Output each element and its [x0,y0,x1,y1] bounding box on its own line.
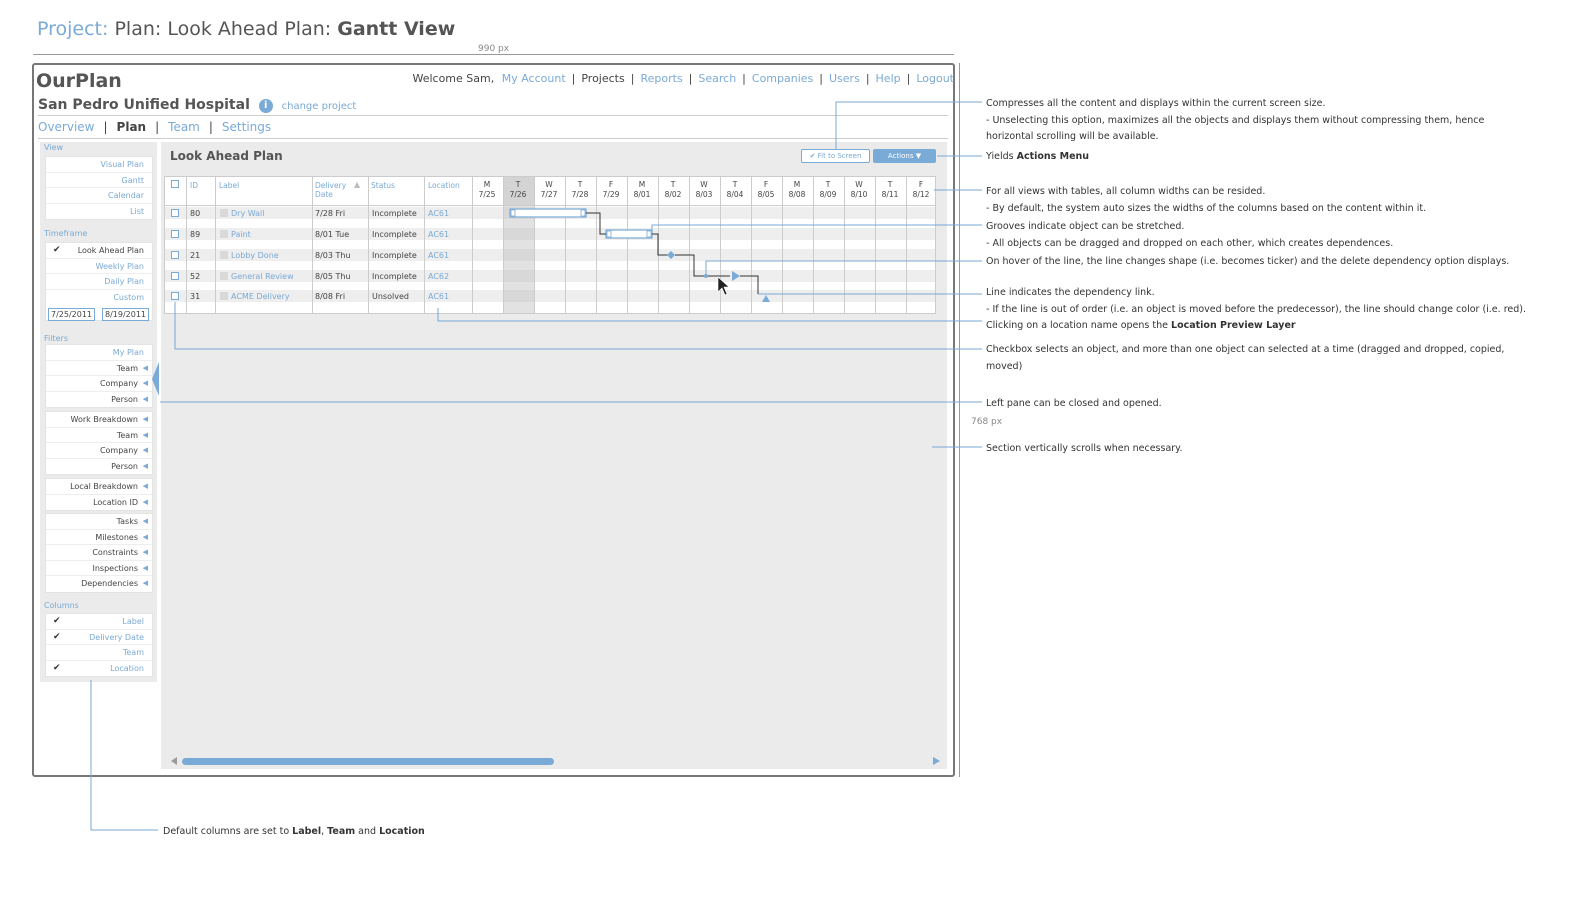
cell-label[interactable] [220,272,294,281]
column-resize-handle[interactable] [186,176,187,314]
task-icon [220,230,228,238]
cell-location-link[interactable]: AC61 [428,292,450,301]
cell-id: 21 [190,251,201,260]
task-icon [220,272,228,280]
filter-dependencies[interactable] [46,576,152,592]
day-header [658,180,688,200]
arrow-left-icon: ◀ [142,363,148,372]
day-letter: F [608,180,614,189]
annotation-line: moved) [986,360,1023,372]
view-section-label: View [44,143,63,152]
label-text: Dry Wall [231,209,265,218]
task-icon [220,251,228,259]
day-letter: T [887,180,893,189]
view-item-gantt[interactable]: Gantt [46,173,152,189]
tab-overview[interactable]: Overview [38,120,95,134]
nav-my-account[interactable]: My Account [501,72,566,85]
checkmark-icon: ✔ [53,616,61,626]
day-header [689,180,719,200]
cell-id: 80 [190,209,201,218]
day-header [751,180,781,200]
view-item-visual-plan[interactable]: Visual Plan [46,157,152,173]
filter-team-2[interactable] [46,428,152,444]
timeframe-item-custom[interactable]: Custom [113,292,144,302]
app-logo: OurPlan [36,70,122,92]
arrow-left-icon: ◀ [142,461,148,470]
label-text: Lobby Done [231,251,279,260]
annotation-bold: Team [327,826,356,837]
scroll-left-icon [171,757,177,765]
annotation-bold: Location [379,826,425,837]
day-date: 7/28 [571,190,589,199]
day-header [720,180,750,200]
row-checkbox[interactable] [171,230,179,238]
columns-section-label: Columns [44,601,79,610]
column-resize-handle[interactable] [424,176,425,314]
filters-group-4 [45,513,153,593]
cell-location-link[interactable]: AC62 [428,272,450,281]
tab-plan[interactable]: Plan [116,120,147,134]
header-label[interactable]: Label [219,181,240,190]
filter-local-breakdown[interactable] [46,479,152,495]
day-date: 8/04 [726,190,744,199]
column-label: Delivery Date [89,632,144,642]
day-letter: M [793,180,801,189]
filter-label: Tasks [116,517,138,526]
filter-person-2[interactable] [46,459,152,475]
annotation-hover: On hover of the line, the line changes shape (i.e. becomes ticker) and the delete dependency option displays. [986,256,1510,267]
timeframe-item-daily[interactable]: Daily Plan [46,274,152,290]
nav-companies[interactable]: Companies [751,72,814,85]
dependency-line [652,234,668,255]
plan-tabs: Overview | Plan | Team | Settings [38,120,272,134]
header-divider [38,115,948,116]
milestone-diamond [667,251,675,259]
header-delivery-date[interactable]: Delivery Date [315,181,347,199]
main-title: Look Ahead Plan [170,149,283,163]
annotation-text: Yields [986,151,1017,162]
arrow-left-icon: ◀ [142,579,148,587]
day-date: 8/08 [788,190,806,199]
page-title-view: Gantt View [337,18,456,40]
filter-team[interactable] [46,361,152,377]
milestone-marker [732,271,740,281]
date-to-input[interactable]: 8/19/2011 [102,308,149,321]
arrow-left-icon: ◀ [142,563,148,572]
mouse-cursor-icon [718,277,729,295]
view-item-calendar[interactable]: Calendar [46,188,152,204]
gantt-bar [510,209,586,217]
filter-milestones[interactable] [46,530,152,546]
annotation-scroll: Section vertically scrolls when necessary. [986,443,1183,454]
day-letter: T [670,180,676,189]
arrow-left-icon: ◀ [142,517,148,525]
annotation-line: - If the line is out of order (i.e. an object is moved before the predecessor), the line should change color (i.e. red). [986,303,1526,315]
filters-group-1 [45,344,153,408]
gantt-bar [606,230,652,238]
day-header [596,180,626,200]
annotation-line: - By default, the system auto sizes the widths of the columns based on the content within it. [986,202,1427,214]
filter-inspections[interactable] [46,561,152,577]
dependency-line [675,255,730,276]
filter-work-breakdown[interactable] [46,412,152,428]
filter-label: Constraints [92,548,138,557]
cell-id: 89 [190,230,201,239]
filter-label: Milestones [95,532,138,542]
cell-location-link[interactable]: AC61 [428,209,450,218]
annotation-bold: Location Preview Layer [1171,320,1296,331]
nav-search[interactable]: Search [698,72,737,85]
day-letter: T [732,180,738,189]
annotation-line: - Unselecting this option, maximizes all the objects and displays them without compressing them, hence [986,114,1485,126]
annotation-default-columns [163,824,425,841]
annotation-left-pane: Left pane can be closed and opened. [986,398,1162,409]
day-header [875,180,905,200]
cell-delivery: 8/03 Thu [315,251,351,260]
annotation-text: and [355,826,380,837]
cell-status: Incomplete [372,209,417,218]
checkmark-icon: ✔ [53,245,61,255]
day-date: 7/27 [540,190,558,199]
filters-group-3 [45,478,153,511]
scroll-right-icon [933,757,940,765]
annotation-bold: Actions Menu [1016,151,1090,162]
height-label: 768 px [971,417,1003,427]
filter-label: Company [99,446,138,455]
nav-help[interactable]: Help [875,72,901,85]
cell-label[interactable] [220,230,251,239]
day-date: 8/10 [850,190,868,199]
checkmark-icon: ✔ [53,662,61,673]
tab-team[interactable]: Team [168,120,200,134]
column-label: Location [110,663,144,673]
cell-delivery: 8/08 Fri [315,292,346,301]
annotation-bold: Label [292,826,322,837]
nav-users[interactable]: Users [829,72,860,85]
cell-id: 52 [190,272,201,281]
filter-constraints[interactable] [46,545,152,561]
annotation-line: Checkbox selects an object, and more than one object can selected at a time (dragged and dropped, copied, [986,344,1505,355]
day-date: 8/09 [819,190,837,199]
dependency-line [586,213,606,234]
day-letter: F [763,180,769,189]
annotation-actions [986,149,1089,166]
annotation-fit-to-screen [986,96,1484,146]
column-item-label[interactable] [46,614,152,630]
header-id[interactable]: ID [190,181,198,190]
cell-status: Incomplete [372,251,417,260]
cell-id: 31 [190,292,201,301]
day-date: 7/25 [478,190,496,199]
timeframe-section-label: Timeframe [44,229,88,238]
milestone-marker [762,295,770,302]
day-letter: T [515,180,521,189]
annotation-line: Compresses all the content and displays within the current screen size. [986,98,1326,109]
day-letter: F [918,180,924,189]
cell-label[interactable] [220,209,264,218]
info-icon[interactable]: i [259,99,273,113]
day-letter: T [825,180,831,189]
arrow-left-icon: ◀ [142,548,148,556]
label-text: Paint [231,230,251,239]
date-from-input[interactable]: 7/25/2011 [48,308,95,321]
cell-location-link[interactable]: AC61 [428,230,450,239]
header-location[interactable]: Location [428,181,460,190]
row-checkbox[interactable] [171,272,179,280]
day-letter: T [577,180,583,189]
height-rule [959,63,960,777]
cell-label[interactable] [220,292,290,301]
annotation-line [986,318,1526,335]
pane-collapse-handle[interactable] [152,362,160,396]
annotation-text: Clicking on a location name opens the [986,320,1172,331]
day-date: 8/05 [757,190,775,199]
label-text: ACME Delivery [231,292,290,301]
filters-group-2 [45,411,153,475]
nav-reports[interactable]: Reports [640,72,683,85]
column-item-location[interactable] [46,661,152,677]
filter-label: Work Breakdown [70,415,138,424]
day-date: 8/01 [633,190,651,199]
day-header [906,180,936,200]
page-title-path: Plan: Look Ahead Plan: [114,18,332,40]
filter-tasks[interactable] [46,514,152,530]
timeframe-item-look-ahead[interactable] [46,243,152,259]
nav-logout[interactable]: Logout [916,72,954,85]
annotation-text: , [321,826,328,837]
page-title-prefix: Project: [37,18,109,40]
width-label: 990 px [478,44,510,54]
day-header [472,180,502,200]
actions-button[interactable]: Actions ▼ [873,149,936,163]
cell-delivery: 8/01 Tue [315,230,350,239]
timeframe-item-label: Look Ahead Plan [77,246,144,255]
annotation-columns [986,184,1426,217]
filter-label: Team [116,430,138,440]
day-date: 8/03 [695,190,713,199]
cell-status: Incomplete [372,272,417,281]
page-title [37,18,455,40]
day-date: 8/12 [912,190,930,199]
filter-person[interactable] [46,392,152,408]
nav-projects[interactable]: Projects [581,72,625,85]
arrow-left-icon: ◀ [142,446,148,454]
cell-status: Unsolved [372,292,409,301]
day-header [503,180,533,200]
annotation-grooves [986,219,1393,252]
top-navigation: Welcome Sam, My Account | Projects | Reports | Search | Companies | Users | Help | Logout [412,72,954,85]
header-status[interactable]: Status [371,181,395,190]
column-resize-handle[interactable] [312,176,313,314]
arrow-left-icon: ◀ [142,482,148,490]
filter-label: Person [111,394,138,404]
columns-list [45,613,153,677]
day-date: 8/02 [664,190,682,199]
view-item-list[interactable]: List [130,206,144,216]
filter-label: Team [116,363,138,373]
checkmark-icon: ✔ [53,631,61,642]
day-header [627,180,657,200]
filters-section-label: Filters [44,334,68,343]
left-pane [40,142,157,682]
welcome-text: Welcome Sam, [412,72,495,85]
cell-status: Incomplete [372,230,417,239]
day-letter: W [700,180,708,189]
task-icon [220,292,228,300]
day-date: 7/26 [509,190,527,199]
project-name: San Pedro Unified Hospital [38,97,250,113]
annotation-line: - All objects can be dragged and dropped on each other, which creates dependences. [986,237,1394,249]
day-header [565,180,595,200]
filter-label: Company [99,379,138,388]
filter-company[interactable] [46,376,152,392]
column-resize-handle[interactable] [215,176,216,314]
filter-my-plan[interactable]: My Plan [46,345,152,361]
dependency-hover-dot [704,274,708,278]
annotation-line: For all views with tables, all column widths can be resided. [986,186,1266,197]
day-header [844,180,874,200]
dependency-line [740,276,758,294]
row-checkbox[interactable] [171,251,179,259]
fit-to-screen-toggle[interactable]: ✔ Fit to Screen [801,149,870,163]
scroll-thumb[interactable] [182,758,554,765]
width-rule [33,54,954,55]
arrow-left-icon: ◀ [142,497,148,506]
arrow-left-icon: ◀ [142,415,148,423]
day-letter: W [855,180,863,189]
column-item-team[interactable]: Team [46,645,152,661]
select-all-checkbox[interactable] [171,180,179,188]
annotation-dependency [986,285,1526,335]
day-date: 7/29 [602,190,620,199]
day-letter: M [483,180,491,189]
filter-label: Person [111,461,138,471]
filter-label: Location ID [93,497,138,507]
sort-ascending-icon[interactable]: ▲ [354,180,361,189]
gantt-bars [500,205,780,305]
filter-label: Inspections [92,563,138,573]
tab-settings[interactable]: Settings [221,120,272,134]
cell-label[interactable] [220,251,279,260]
filter-label: Dependencies [81,579,138,588]
row-checkbox[interactable] [171,292,179,300]
annotation-line: Line indicates the dependency link. [986,287,1155,298]
arrow-left-icon: ◀ [142,430,148,439]
day-date: 8/11 [881,190,899,199]
column-item-delivery-date[interactable] [46,630,152,646]
view-list [45,156,153,220]
day-letter: W [545,180,553,189]
day-header [813,180,843,200]
cell-location-link[interactable]: AC61 [428,251,450,260]
annotation-text: Default columns are set to [163,826,293,837]
annotation-line: horizontal scrolling will be available. [986,131,1159,142]
annotation-checkbox [986,342,1504,375]
cell-delivery: 8/05 Thu [315,272,351,281]
arrow-left-icon: ◀ [142,532,148,541]
filter-company-2[interactable] [46,443,152,459]
label-text: General Review [231,272,294,281]
day-header [782,180,812,200]
cell-delivery: 7/28 Fri [315,209,346,218]
day-header [534,180,564,200]
timeframe-item-weekly[interactable]: Weekly Plan [46,259,152,275]
tabs-divider [38,138,948,139]
row-checkbox[interactable] [171,209,179,217]
project-header [38,97,356,113]
filter-location-id[interactable] [46,495,152,511]
arrow-left-icon: ◀ [142,394,148,403]
column-resize-handle[interactable] [368,176,369,314]
change-project-link[interactable]: change project [281,101,357,112]
annotation-line: Grooves indicate object can be stretched. [986,221,1185,232]
task-icon [220,209,228,217]
day-letter: M [638,180,646,189]
filter-label: Local Breakdown [70,482,138,491]
column-label: Label [122,617,144,626]
arrow-left-icon: ◀ [142,379,148,387]
